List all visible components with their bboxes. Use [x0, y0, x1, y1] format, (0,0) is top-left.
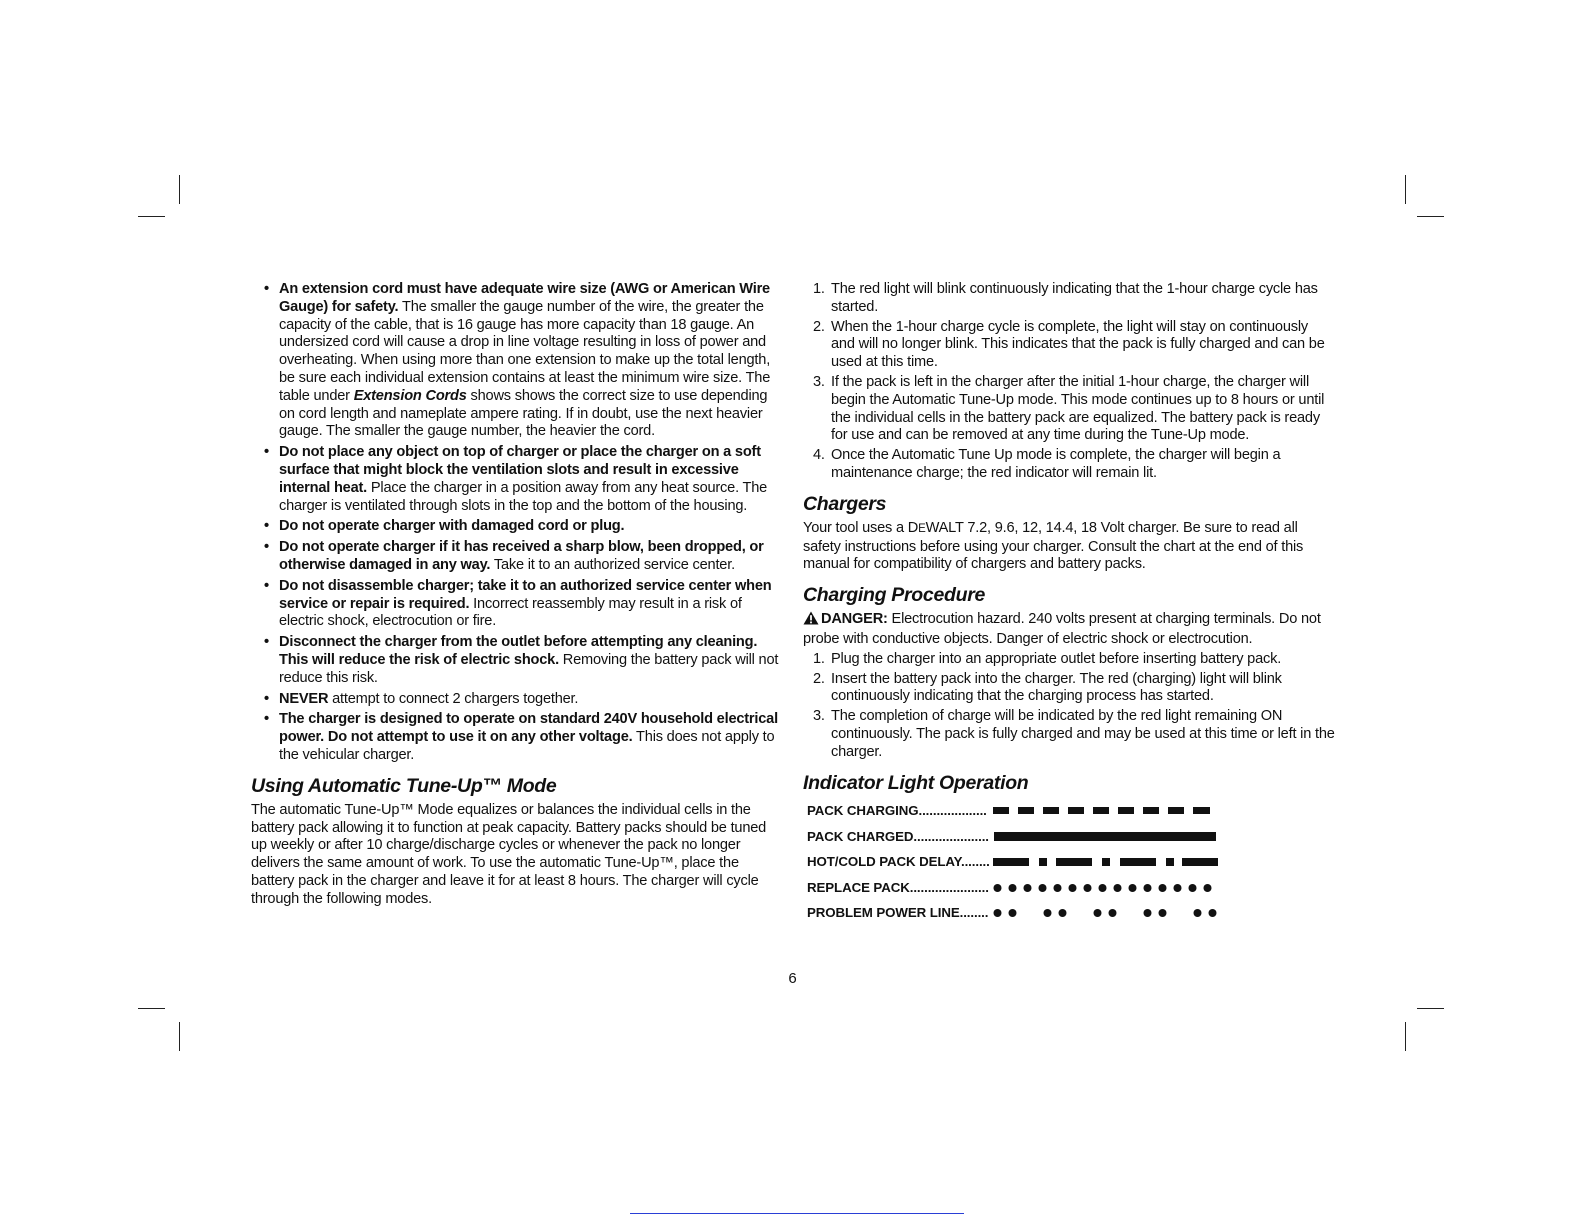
bullet-bold: The charger is designed to operate on standard 240V household electrical power. Do not attempt to use it on any other voltage. — [279, 711, 778, 746]
bullet-text: Take it to an authorized service center. — [490, 556, 735, 573]
bullet-never — [251, 691, 779, 709]
step-text: Insert the battery pack into the charger. The red (charging) light will blink continuously indicating that the charging process has started. — [831, 670, 1282, 705]
crop-mark — [179, 1022, 180, 1051]
bullet-text: Removing the battery pack will not reduce this risk. — [279, 651, 779, 686]
indicator-table — [803, 799, 1335, 927]
bullet-text: shows shows the correct size to use depending on cord length and nameplate ampere rating. If in doubt, use the next heavier gauge. The smaller the gauge number, the heavier the cord. — [279, 387, 768, 440]
indicator-label: PACK CHARGING................... — [807, 803, 987, 819]
crop-mark — [138, 216, 165, 217]
indicator-label: PACK CHARGED..................... — [807, 828, 989, 844]
bullet-text: This does not apply to the vehicular charger. — [279, 729, 775, 763]
footer-link-underline[interactable] — [630, 1213, 964, 1214]
blink-pattern-pack-charging — [993, 805, 1223, 817]
step-number: 3. — [813, 708, 825, 725]
chargers-paragraph — [803, 520, 1335, 574]
bullet-bold: Disconnect the charger from the outlet before attempting any cleaning. This will reduce the risk of electric shock. — [279, 634, 758, 668]
tuneup-step — [803, 374, 1335, 445]
step-text: When the 1-hour charge cycle is complete, the light will stay on continuously and will no longer blink. This indicates that the pack is fully charged and can be used at this time. — [831, 318, 1325, 371]
tuneup-step — [803, 447, 1335, 483]
step-text: The red light will blink continuously indicating that the 1-hour charge cycle has started. — [831, 281, 1318, 315]
page-number: 6 — [788, 970, 797, 987]
bullet-bold: NEVER — [279, 690, 329, 707]
step-number: 1. — [813, 281, 825, 297]
step-number: 3. — [813, 373, 825, 390]
bullet-extension-cord — [251, 281, 779, 441]
bullet-text: Place the charger in a position away from any heat source. The charger is ventilated through slots in the top and the bottom of the housing. — [279, 479, 768, 514]
bullet-bold: An extension cord must have adequate wire size (AWG or American Wire Gauge) for safety. — [279, 281, 770, 315]
crop-mark — [179, 175, 180, 204]
procedure-step — [803, 708, 1335, 761]
procedure-step — [803, 671, 1335, 707]
indicator-heading: Indicator Light Operation — [803, 771, 1029, 794]
bullet-bold: Do not disassemble charger; take it to an authorized service center when service or repair is required. — [279, 577, 772, 612]
indicator-label: HOT/COLD PACK DELAY........ — [807, 854, 990, 870]
step-number: 2. — [813, 670, 825, 687]
danger-text: Electrocution hazard. 240 volts present at charging terminals. Do not probe with conductive objects. Danger of electric shock or electrocution. — [803, 611, 1321, 647]
chargers-text: Your tool uses a D — [803, 519, 919, 536]
bullet-text: Incorrect reassembly may result in a risk of electric shock, electrocution or fire. — [279, 595, 742, 630]
bullet-disassemble — [251, 578, 779, 631]
bullet-bold: Do not operate charger with damaged cord or plug. — [279, 518, 625, 535]
step-number: 2. — [813, 318, 825, 335]
indicator-row-pack-charging — [807, 799, 1335, 825]
step-number: 1. — [813, 650, 825, 667]
indicator-label: REPLACE PACK...................... — [807, 879, 989, 895]
danger-label: DANGER: — [821, 611, 888, 628]
bullet-240v — [251, 711, 779, 764]
indicator-row-problem-power-line — [807, 901, 1335, 927]
danger-paragraph — [803, 611, 1335, 649]
indicator-label: PROBLEM POWER LINE........ — [807, 905, 989, 921]
extension-cords-ref: Extension Cords — [353, 387, 467, 404]
indicator-row-pack-charged — [807, 824, 1335, 850]
bullet-damaged-cord — [251, 518, 779, 536]
chargers-heading: Chargers — [803, 492, 887, 515]
bullet-disconnect — [251, 634, 779, 687]
indicator-row-hot-cold-delay — [807, 850, 1335, 876]
step-number: 4. — [813, 447, 825, 464]
blink-pattern-hot-cold-delay — [993, 856, 1223, 868]
brand-small-cap: E — [918, 522, 926, 535]
crop-mark — [1405, 175, 1406, 204]
bullet-sharp-blow — [251, 539, 779, 575]
tuneup-step — [803, 281, 1335, 317]
step-text: Plug the charger into an appropriate outlet before inserting battery pack. — [831, 650, 1282, 667]
step-text: If the pack is left in the charger after the initial 1-hour charge, the charger will begin the Automatic Tune-Up mode. This mode continues up to 8 hours or until the individual cells in the battery pack are equalized. The battery pack is ready for use and can be removed at any time during the Tune-Up mode. — [831, 373, 1325, 444]
tuneup-heading: Using Automatic Tune-Up™ Mode — [251, 774, 557, 797]
right-column — [803, 281, 1335, 926]
bullet-text: The smaller the gauge number of the wire, the greater the capacity of the cable, that is 16 gauge has more capacity than 18 gauge. An undersized cord will cause a drop in line voltage resulting in loss of power and overheating. When using more than one extension to make up the total length, be sure each individual extension contains at least the minimum wire size. The table under — [279, 298, 771, 404]
warning-triangle-icon — [803, 611, 819, 631]
bullet-no-object — [251, 444, 779, 515]
blink-pattern-pack-charged — [993, 831, 1223, 843]
blink-pattern-problem-power-line — [993, 907, 1223, 919]
crop-mark — [1417, 1008, 1444, 1009]
bullet-bold: Do not place any object on top of charger or place the charger on a soft surface that might block the ventilation slots and result in excessive internal heat. — [279, 444, 761, 496]
crop-mark — [1417, 216, 1444, 217]
step-text: Once the Automatic Tune Up mode is complete, the charger will begin a maintenance charge; the red indicator will remain lit. — [831, 447, 1281, 481]
tuneup-step — [803, 319, 1335, 372]
bullet-bold: Do not operate charger if it has received a sharp blow, been dropped, or otherwise damaged in any way. — [279, 539, 764, 573]
crop-mark — [1405, 1022, 1406, 1051]
blink-pattern-replace-pack — [993, 882, 1223, 894]
procedure-step — [803, 651, 1335, 669]
tuneup-paragraph: The automatic Tune-Up™ Mode equalizes or balances the individual cells in the battery pack allowing it to function at peak capacity. Battery packs should be tuned up weekly or after 10 charge/discharge cycles or whenever the pack no longer delivers the same amount of work. To use the automatic Tune-Up™, place the battery pack in the charger and leave it for at least 8 hours. The charger will cycle through the following modes. — [251, 801, 767, 907]
procedure-heading: Charging Procedure — [803, 584, 986, 607]
step-text: The completion of charge will be indicated by the red light remaining ON continuously. The pack is fully charged and may be used at this time or left in the charger. — [831, 708, 1335, 760]
indicator-row-replace-pack — [807, 875, 1335, 901]
bullet-text: attempt to connect 2 chargers together. — [328, 690, 579, 707]
left-column — [251, 281, 779, 911]
crop-mark — [138, 1008, 165, 1009]
chargers-text: WALT 7.2, 9.6, 12, 14.4, 18 Volt charger. Be sure to read all safety instructions before using your charger. Consult the chart at the end of this manual for compatibility of chargers and battery packs. — [803, 519, 1304, 573]
